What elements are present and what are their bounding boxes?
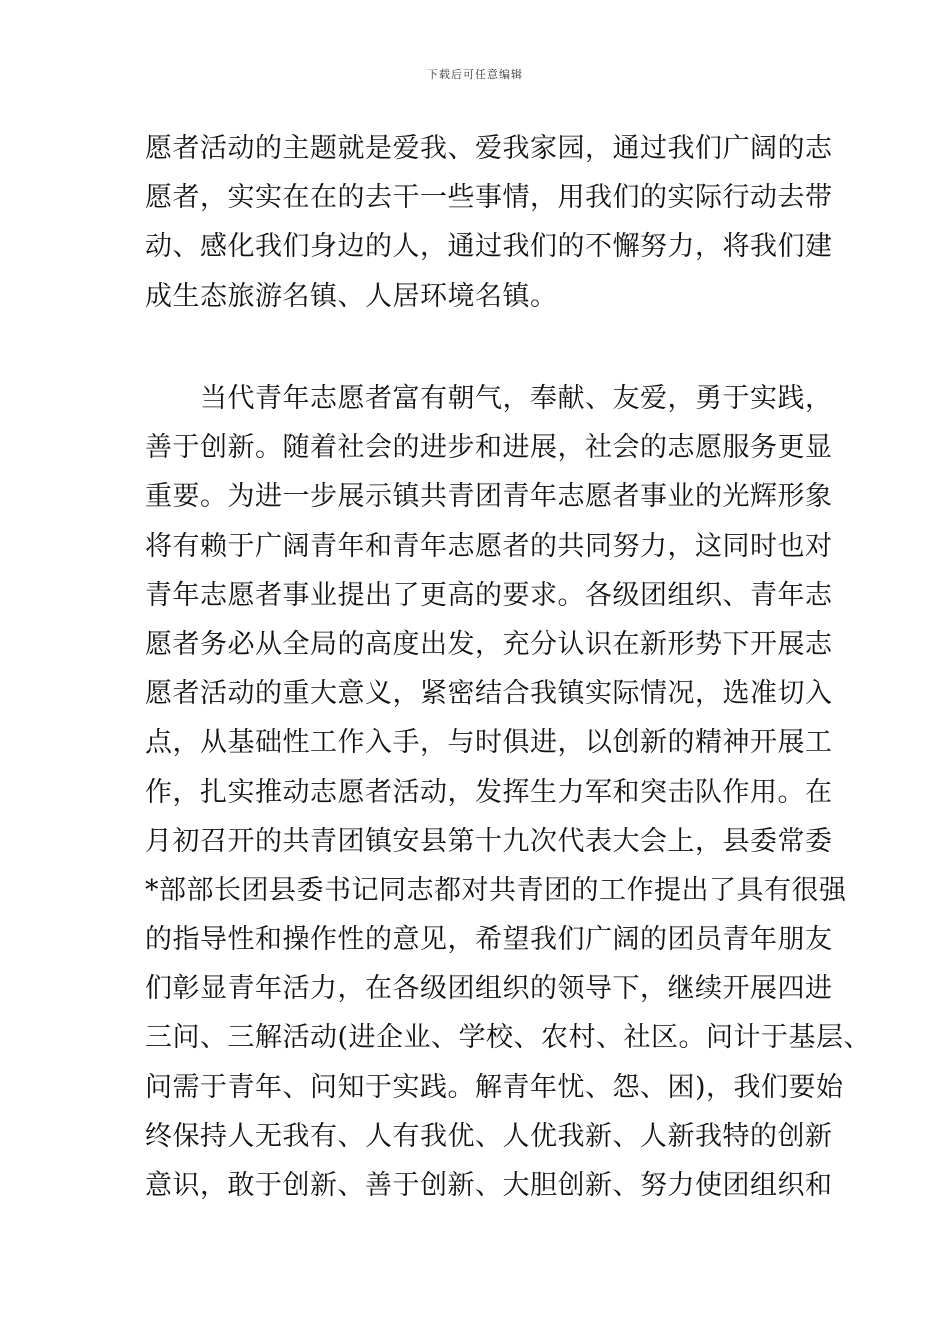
text-line: 的指导性和操作性的意见，希望我们广阔的团员青年朋友 — [145, 924, 833, 956]
paragraph-2 — [145, 374, 872, 1210]
text-line: 愿者，实实在在的去干一些事情，用我们的实际行动去带 — [145, 182, 833, 214]
text-line: 终保持人无我有、人有我优、人优我新、人新我特的创新 — [145, 1120, 833, 1152]
text-line: 作，扎实推动志愿者活动，发挥生力军和突击队作用。在 — [145, 776, 833, 808]
text-line: 动、感化我们身边的人，通过我们的不懈努力，将我们建 — [145, 231, 833, 263]
text-line: 问需于青年、问知于实践。解青年忧、怨、困)，我们要始 — [145, 1071, 844, 1103]
text-line: 意识，敢于创新、善于创新、大胆创新、努力使团组织和 — [145, 1170, 833, 1201]
text-line: 三问、三解活动(进企业、学校、农村、社区。问计于基层、 — [145, 1022, 872, 1054]
text-line: 成生态旅游名镇、人居环境名镇。 — [145, 280, 558, 312]
text-line: 当代青年志愿者富有朝气，奉献、友爱，勇于实践， — [145, 383, 833, 414]
text-line: 善于创新。随着社会的进步和进展，社会的志愿服务更显 — [145, 432, 833, 464]
text-line: 愿者务必从全局的高度出发，充分认识在新形势下开展志 — [145, 628, 833, 660]
text-line: 重要。为进一步展示镇共青团青年志愿者事业的光辉形象 — [145, 481, 833, 513]
text-line: 将有赖于广阔青年和青年志愿者的共同努力，这同时也对 — [145, 530, 833, 562]
text-line: *部部长团县委书记同志都对共青团的工作提出了具有很强 — [145, 874, 847, 906]
paragraph-1 — [145, 124, 845, 321]
text-line: 月初召开的共青团镇安县第十九次代表大会上，县委常委 — [145, 825, 833, 857]
text-line: 愿者活动的主题就是爱我、爱我家园，通过我们广阔的志 — [145, 133, 833, 164]
text-line: 愿者活动的重大意义，紧密结合我镇实际情况，选准切入 — [145, 678, 833, 710]
text-line: 们彰显青年活力，在各级团组织的领导下，继续开展四进 — [145, 973, 833, 1005]
text-line: 青年志愿者事业提出了更高的要求。各级团组织、青年志 — [145, 579, 833, 611]
page-header: 下载后可任意编辑 — [427, 68, 523, 81]
text-line: 点，从基础性工作入手，与时俱进，以创新的精神开展工 — [145, 727, 833, 759]
